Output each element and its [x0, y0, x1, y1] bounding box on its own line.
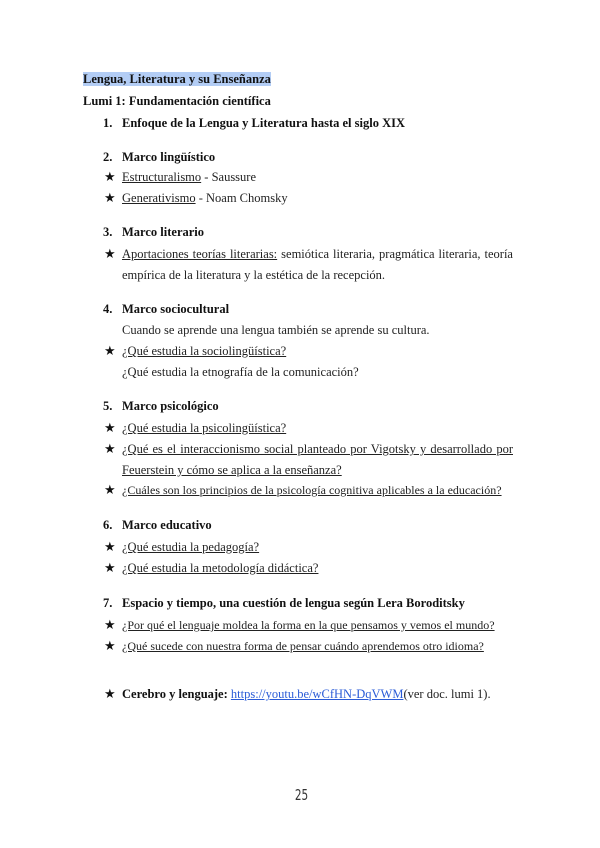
list-item: ¿Qué estudia la psicolingüística?	[122, 421, 287, 435]
star-bullet-icon: ★	[104, 420, 116, 435]
list-item: ¿Qué estudia la sociolingüística?	[122, 344, 287, 358]
list-item: Generativismo - Noam Chomsky	[122, 191, 288, 205]
star-bullet-icon: ★	[104, 617, 116, 632]
star-bullet-icon: ★	[104, 246, 116, 261]
list-item: ¿Qué estudia la metodología didáctica?	[122, 561, 319, 575]
page-number: 25	[294, 786, 309, 804]
section-title: Marco literario	[122, 225, 205, 239]
list-item-continuation: Feuerstein y cómo se aplica a la enseñanza?	[122, 463, 342, 477]
document-title: Lengua, Literatura y su Enseñanza	[83, 72, 271, 86]
list-item: ¿Qué es el interaccionismo social planteado por Vigotsky y desarrollado por	[122, 442, 513, 456]
section-title: Marco educativo	[122, 518, 212, 532]
document-subtitle: Lumi 1: Fundamentación científica	[83, 94, 271, 108]
star-bullet-icon: ★	[104, 169, 116, 184]
paragraph: ¿Qué estudia la etnografía de la comunicación?	[122, 365, 359, 379]
list-item: ¿Por qué el lenguaje moldea la forma en la que pensamos y vemos el mundo?	[122, 618, 495, 632]
section-number: 2.	[103, 150, 113, 164]
list-item: ¿Cuáles son los principios de la psicología cognitiva aplicables a la educación?	[122, 483, 502, 497]
list-item: ¿Qué sucede con nuestra forma de pensar cuándo aprendemos otro idioma?	[122, 639, 484, 653]
paragraph: Cuando se aprende una lengua también se aprende su cultura.	[122, 323, 430, 337]
section-number: 4.	[103, 302, 113, 316]
list-item-video: Cerebro y lenguaje: https://youtu.be/wCfHN-DqVWM(ver doc. lumi 1).	[122, 687, 491, 701]
section-number: 7.	[103, 596, 113, 610]
star-bullet-icon: ★	[104, 441, 116, 456]
section-title: Marco lingüístico	[122, 150, 216, 164]
list-item-continuation: empírica de la literatura y la estética de la recepción.	[122, 268, 386, 282]
section-number: 3.	[103, 225, 113, 239]
youtube-link[interactable]: https://youtu.be/wCfHN-DqVWM	[230, 687, 404, 701]
section-number: 1.	[103, 116, 113, 130]
section-title: Marco sociocultural	[122, 302, 230, 316]
list-item: Aportaciones teorías literarias: semiótica literaria, pragmática literaria, teoría	[122, 247, 513, 261]
star-bullet-icon: ★	[104, 539, 116, 554]
star-bullet-icon: ★	[104, 560, 116, 575]
section-title: Enfoque de la Lengua y Literatura hasta el siglo XIX	[122, 116, 406, 130]
star-bullet-icon: ★	[104, 482, 116, 497]
list-item: Estructuralismo - Saussure	[122, 170, 257, 184]
section-title: Marco psicológico	[122, 399, 219, 413]
star-bullet-icon: ★	[104, 638, 116, 653]
star-bullet-icon: ★	[104, 190, 116, 205]
star-bullet-icon: ★	[104, 686, 116, 701]
section-number: 5.	[103, 399, 113, 413]
section-title: Espacio y tiempo, una cuestión de lengua según Lera Boroditsky	[122, 596, 465, 610]
star-bullet-icon: ★	[104, 343, 116, 358]
list-item: ¿Qué estudia la pedagogía?	[122, 540, 260, 554]
section-number: 6.	[103, 518, 113, 532]
